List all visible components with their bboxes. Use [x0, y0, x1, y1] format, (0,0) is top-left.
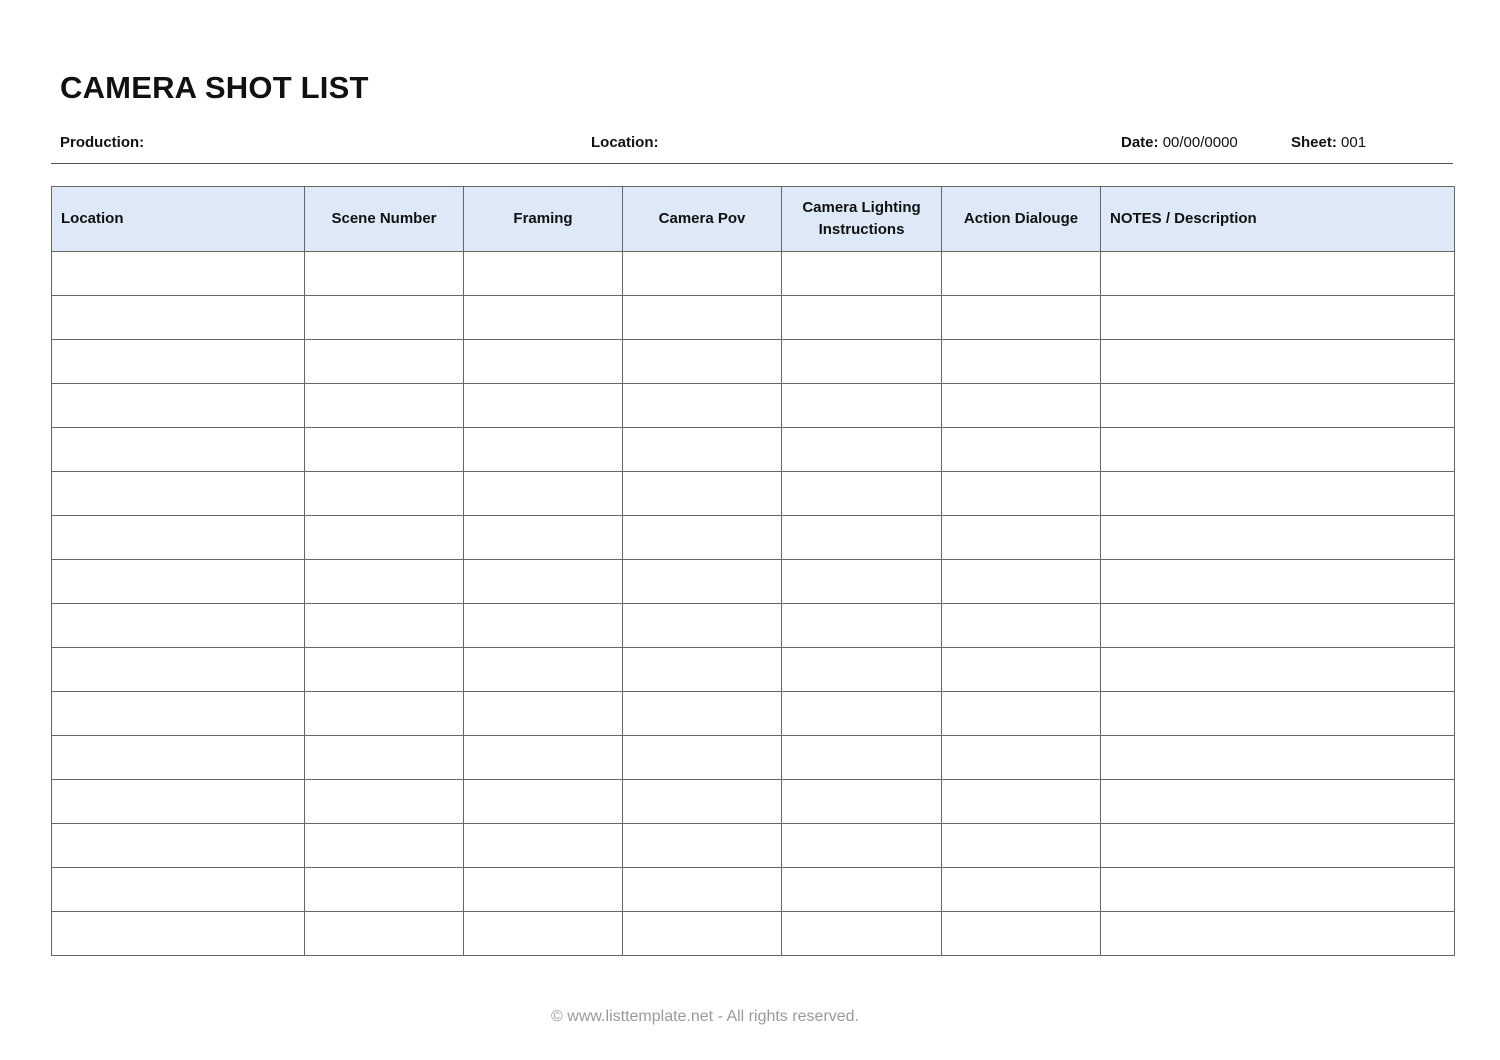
framing-cell[interactable]: [464, 428, 623, 472]
location-cell[interactable]: [52, 912, 305, 956]
notes-cell[interactable]: [1101, 428, 1455, 472]
column-header-scene-number: Scene Number: [305, 187, 464, 252]
location-field[interactable]: [591, 134, 659, 151]
camera-pov-cell[interactable]: [623, 340, 782, 384]
location-cell[interactable]: [52, 868, 305, 912]
scene-number-cell[interactable]: [305, 648, 464, 692]
framing-cell[interactable]: [464, 780, 623, 824]
table-row: [52, 340, 1455, 384]
framing-cell[interactable]: [464, 868, 623, 912]
lighting-cell[interactable]: [782, 780, 942, 824]
table-row: [52, 604, 1455, 648]
notes-cell[interactable]: [1101, 604, 1455, 648]
camera-pov-cell[interactable]: [623, 428, 782, 472]
scene-number-cell[interactable]: [305, 296, 464, 340]
table-row: [52, 296, 1455, 340]
scene-number-cell[interactable]: [305, 736, 464, 780]
table-row: [52, 736, 1455, 780]
lighting-cell[interactable]: [782, 472, 942, 516]
scene-number-cell[interactable]: [305, 824, 464, 868]
scene-number-cell[interactable]: [305, 868, 464, 912]
lighting-cell[interactable]: [782, 560, 942, 604]
scene-number-cell[interactable]: [305, 560, 464, 604]
date-value[interactable]: 00/00/0000: [1162, 134, 1238, 151]
table-row: [52, 824, 1455, 868]
framing-cell[interactable]: [464, 252, 623, 296]
notes-cell[interactable]: [1101, 516, 1455, 560]
notes-cell[interactable]: [1101, 736, 1455, 780]
location-cell[interactable]: [52, 560, 305, 604]
scene-number-cell[interactable]: [305, 516, 464, 560]
lighting-cell[interactable]: [782, 648, 942, 692]
action-dialogue-cell[interactable]: [942, 912, 1101, 956]
lighting-cell[interactable]: [782, 296, 942, 340]
notes-cell[interactable]: [1101, 296, 1455, 340]
sheet-value[interactable]: 001: [1341, 134, 1367, 151]
scene-number-cell[interactable]: [305, 384, 464, 428]
camera-pov-cell[interactable]: [623, 384, 782, 428]
framing-cell[interactable]: [464, 340, 623, 384]
column-header-action-dialogue: Action Dialouge: [942, 187, 1101, 252]
action-dialogue-cell[interactable]: [942, 868, 1101, 912]
lighting-cell[interactable]: [782, 692, 942, 736]
scene-number-cell[interactable]: [305, 912, 464, 956]
notes-cell[interactable]: [1101, 912, 1455, 956]
location-cell[interactable]: [52, 824, 305, 868]
lighting-cell[interactable]: [782, 912, 942, 956]
lighting-cell[interactable]: [782, 252, 942, 296]
table-header-row: [52, 187, 1455, 252]
table-row: [52, 692, 1455, 736]
notes-cell[interactable]: [1101, 780, 1455, 824]
scene-number-cell[interactable]: [305, 604, 464, 648]
lighting-cell[interactable]: [782, 340, 942, 384]
action-dialogue-cell[interactable]: [942, 340, 1101, 384]
framing-cell[interactable]: [464, 472, 623, 516]
column-header-camera-pov: Camera Pov: [623, 187, 782, 252]
action-dialogue-cell[interactable]: [942, 472, 1101, 516]
notes-cell[interactable]: [1101, 692, 1455, 736]
table-row: [52, 252, 1455, 296]
column-header-camera-lighting: Camera Lighting Instructions: [782, 187, 942, 252]
camera-pov-cell[interactable]: [623, 560, 782, 604]
framing-cell[interactable]: [464, 824, 623, 868]
location-cell[interactable]: [52, 472, 305, 516]
table-row: [52, 428, 1455, 472]
location-cell[interactable]: [52, 384, 305, 428]
lighting-cell[interactable]: [782, 516, 942, 560]
action-dialogue-cell[interactable]: [942, 296, 1101, 340]
production-label: Production:: [60, 134, 145, 151]
action-dialogue-cell[interactable]: [942, 252, 1101, 296]
lighting-cell[interactable]: [782, 384, 942, 428]
notes-cell[interactable]: [1101, 472, 1455, 516]
lighting-cell[interactable]: [782, 824, 942, 868]
column-header-framing: Framing: [464, 187, 623, 252]
framing-cell[interactable]: [464, 604, 623, 648]
lighting-cell[interactable]: [782, 604, 942, 648]
table-row: [52, 912, 1455, 956]
location-cell[interactable]: [52, 516, 305, 560]
camera-pov-cell[interactable]: [623, 252, 782, 296]
production-field[interactable]: [60, 134, 144, 151]
action-dialogue-cell[interactable]: [942, 692, 1101, 736]
action-dialogue-cell[interactable]: [942, 428, 1101, 472]
camera-pov-cell[interactable]: [623, 516, 782, 560]
camera-pov-cell[interactable]: [623, 692, 782, 736]
camera-pov-cell[interactable]: [623, 472, 782, 516]
scene-number-cell[interactable]: [305, 340, 464, 384]
column-header-location: Location: [52, 187, 305, 252]
table-row: [52, 560, 1455, 604]
action-dialogue-cell[interactable]: [942, 648, 1101, 692]
shot-list-table: [51, 186, 1455, 956]
action-dialogue-cell[interactable]: [942, 604, 1101, 648]
notes-cell[interactable]: [1101, 560, 1455, 604]
table-row: [52, 384, 1455, 428]
date-field[interactable]: [1121, 134, 1238, 151]
scene-number-cell[interactable]: [305, 428, 464, 472]
action-dialogue-cell[interactable]: [942, 384, 1101, 428]
location-cell[interactable]: [52, 692, 305, 736]
copyright-footer: © www.listtemplate.net - All rights reserved.: [551, 1008, 859, 1025]
table-row: [52, 868, 1455, 912]
framing-cell[interactable]: [464, 296, 623, 340]
location-cell[interactable]: [52, 648, 305, 692]
action-dialogue-cell[interactable]: [942, 736, 1101, 780]
production-info-bar: [51, 133, 1453, 164]
column-header-notes: NOTES / Description: [1101, 187, 1455, 252]
location-cell[interactable]: [52, 604, 305, 648]
framing-cell[interactable]: [464, 516, 623, 560]
notes-cell[interactable]: [1101, 648, 1455, 692]
action-dialogue-cell[interactable]: [942, 780, 1101, 824]
table-row: [52, 648, 1455, 692]
notes-cell[interactable]: [1101, 252, 1455, 296]
framing-cell[interactable]: [464, 912, 623, 956]
framing-cell[interactable]: [464, 384, 623, 428]
sheet-field[interactable]: [1291, 134, 1366, 151]
scene-number-cell[interactable]: [305, 692, 464, 736]
location-cell[interactable]: [52, 252, 305, 296]
table-row: [52, 472, 1455, 516]
framing-cell[interactable]: [464, 736, 623, 780]
lighting-cell[interactable]: [782, 868, 942, 912]
action-dialogue-cell[interactable]: [942, 560, 1101, 604]
lighting-cell[interactable]: [782, 428, 942, 472]
camera-pov-cell[interactable]: [623, 780, 782, 824]
scene-number-cell[interactable]: [305, 780, 464, 824]
date-label: Date:: [1121, 134, 1159, 151]
action-dialogue-cell[interactable]: [942, 824, 1101, 868]
table-row: [52, 516, 1455, 560]
location-cell[interactable]: [52, 428, 305, 472]
lighting-cell[interactable]: [782, 736, 942, 780]
scene-number-cell[interactable]: [305, 472, 464, 516]
sheet-label: Sheet:: [1291, 134, 1337, 151]
page-title: CAMERA SHOT LIST: [60, 70, 369, 105]
camera-pov-cell[interactable]: [623, 648, 782, 692]
notes-cell[interactable]: [1101, 868, 1455, 912]
location-label: Location:: [591, 134, 659, 151]
camera-pov-cell[interactable]: [623, 912, 782, 956]
notes-cell[interactable]: [1101, 340, 1455, 384]
framing-cell[interactable]: [464, 648, 623, 692]
location-cell[interactable]: [52, 780, 305, 824]
location-cell[interactable]: [52, 296, 305, 340]
camera-pov-cell[interactable]: [623, 824, 782, 868]
table-body: [52, 252, 1455, 956]
location-cell[interactable]: [52, 736, 305, 780]
location-cell[interactable]: [52, 340, 305, 384]
notes-cell[interactable]: [1101, 824, 1455, 868]
scene-number-cell[interactable]: [305, 252, 464, 296]
camera-pov-cell[interactable]: [623, 296, 782, 340]
action-dialogue-cell[interactable]: [942, 516, 1101, 560]
camera-pov-cell[interactable]: [623, 736, 782, 780]
framing-cell[interactable]: [464, 692, 623, 736]
framing-cell[interactable]: [464, 560, 623, 604]
camera-pov-cell[interactable]: [623, 604, 782, 648]
notes-cell[interactable]: [1101, 384, 1455, 428]
table-row: [52, 780, 1455, 824]
camera-pov-cell[interactable]: [623, 868, 782, 912]
